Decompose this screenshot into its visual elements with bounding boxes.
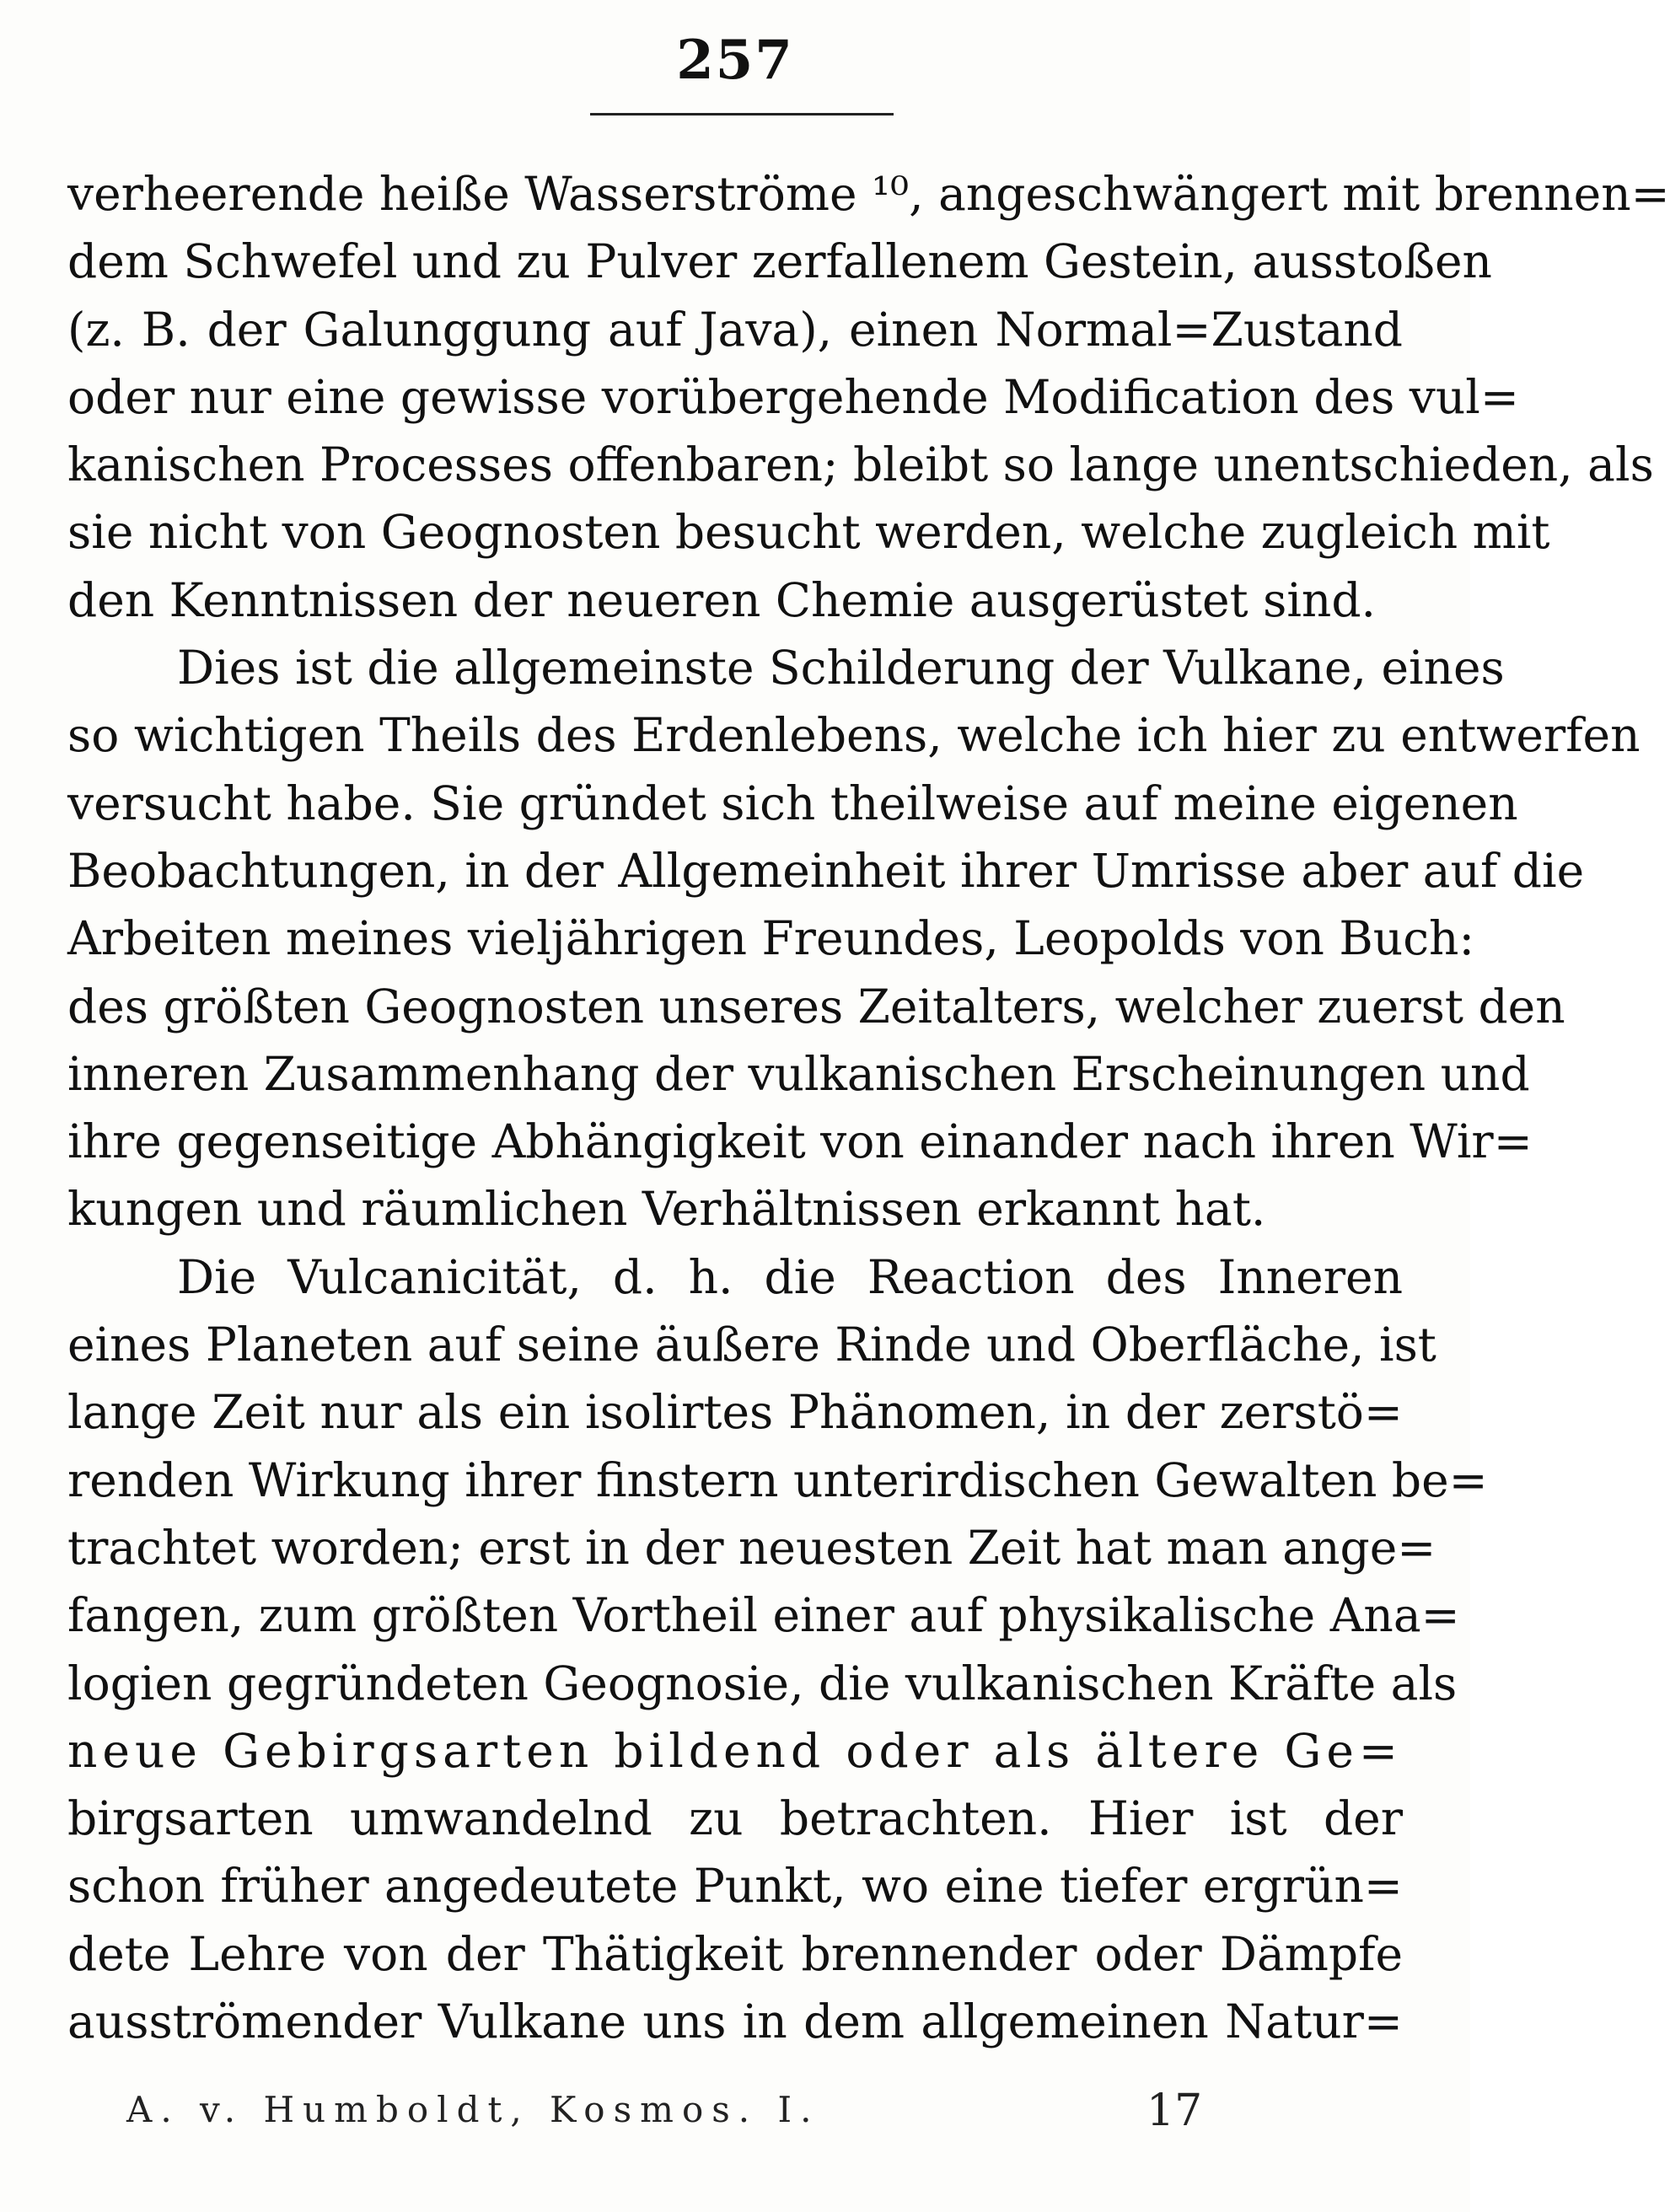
text-line: logien gegründeten Geognosie, die vulkanischen Kräfte als [67, 1656, 1458, 1710]
text-line: fangen, zum größten Vortheil einer auf physikalische Ana= [67, 1588, 1460, 1643]
text-line: kungen und räumlichen Verhältnissen erkannt hat. [67, 1182, 1266, 1237]
paragraph-start-line: Dies ist die allgemeinste Schilderung der Vulkane, eines [177, 641, 1505, 695]
text-line: des größten Geognosten unseres Zeitalters, welcher zuerst den [67, 979, 1565, 1034]
text-line: so wichtigen Theils des Erdenlebens, welche ich hier zu entwerfen [67, 708, 1640, 763]
text-line: verheerende heiße Wasserströme ¹⁰, angeschwängert mit brennen= [67, 167, 1670, 221]
text-line: ausströmender Vulkane uns in dem allgemeinen Natur= [67, 1995, 1403, 2049]
page-number: 257 [676, 29, 794, 92]
text-line: inneren Zusammenhang der vulkanischen Erscheinungen und [67, 1046, 1530, 1101]
text-line: eines Planeten auf seine äußere Rinde und Oberfläche, ist [67, 1318, 1436, 1372]
signature-mark: A. v. Humboldt, Kosmos. I. [126, 2089, 820, 2130]
text-line: (z. B. der Galunggung auf Java), einen Normal=Zustand [67, 302, 1403, 357]
text-line: neue Gebirgsarten bildend oder als ältere Ge= [67, 1723, 1403, 1778]
text-line: versucht habe. Sie gründet sich theilweise auf meine eigenen [67, 776, 1518, 830]
text-line: sie nicht von Geognosten besucht werden, welche zugleich mit [67, 505, 1550, 560]
text-line: renden Wirkung ihrer finstern unterirdischen Gewalten be= [67, 1452, 1488, 1507]
text-line: dem Schwefel und zu Pulver zerfallenem Gestein, ausstoßen [67, 234, 1492, 289]
text-line: oder nur eine gewisse vorübergehende Modification des vul= [67, 369, 1519, 424]
text-line: den Kenntnissen der neueren Chemie ausgerüstet sind. [67, 572, 1377, 627]
paragraph-start-line: Die Vulcanicität, d. h. die Reaction des Inneren [177, 1249, 1403, 1304]
text-line: Beobachtungen, in der Allgemeinheit ihrer Umrisse aber auf die [67, 843, 1585, 898]
text-line: kanischen Processes offenbaren; bleibt so lange unentschieden, als [67, 438, 1654, 492]
text-line: schon früher angedeutete Punkt, wo eine tiefer ergrün= [67, 1859, 1403, 1914]
page-footer [126, 2086, 1222, 2140]
sheet-number: 17 [1146, 2086, 1203, 2136]
header-rule [590, 113, 894, 115]
body-text [67, 160, 1670, 2055]
text-line: Arbeiten meines vieljährigen Freundes, Leopolds von Buch: [67, 911, 1474, 966]
text-line: lange Zeit nur als ein isolirtes Phänomen, in der zerstö= [67, 1385, 1403, 1440]
text-line: ihre gegenseitige Abhängigkeit von einander nach ihren Wir= [67, 1114, 1533, 1169]
text-line: birgsarten umwandelnd zu betrachten. Hier ist der [67, 1791, 1403, 1846]
text-line: trachtet worden; erst in der neuesten Zeit hat man ange= [67, 1520, 1436, 1575]
text-line: dete Lehre von der Thätigkeit brennender oder Dämpfe [67, 1926, 1403, 1981]
